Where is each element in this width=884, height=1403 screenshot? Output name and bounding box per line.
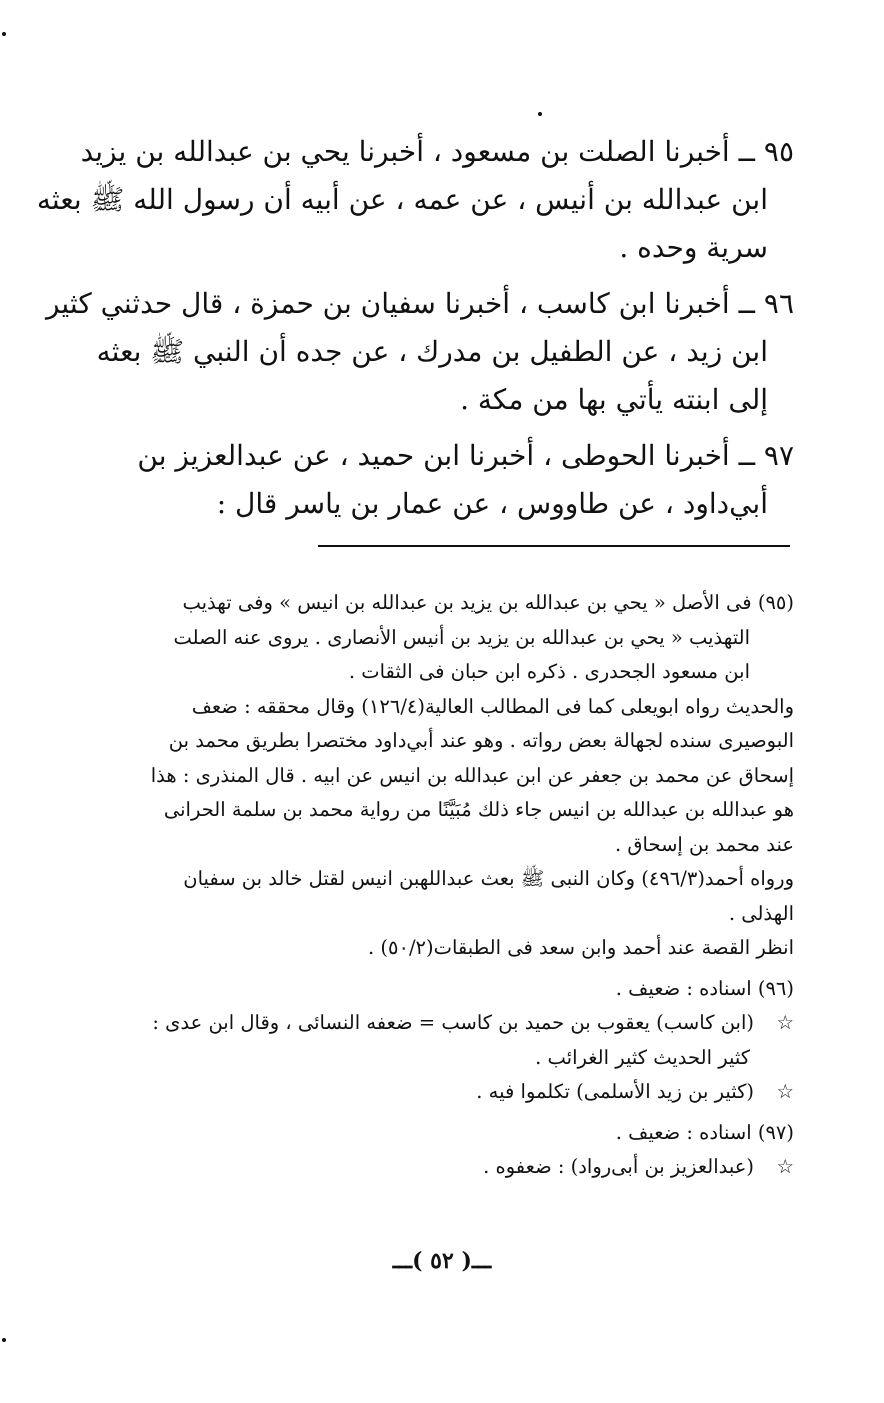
footnote-line: (٩٧) اسناده : ضعيف . — [615, 1120, 794, 1144]
hadith-line: ابن عبدالله بن أنيس ، عن عمه ، عن أبيه أن رسول الله ﷺ بعثه — [36, 183, 768, 216]
footnote-line: (عبدالعزيز بن أبى‌رواد) : ضعفوه . — [483, 1155, 754, 1178]
footnote-line: (كثير بن زيد الأسلمى) تكلموا فيه . — [476, 1080, 754, 1103]
footnote-line: (٩٦) اسناده : ضعيف . — [615, 976, 794, 1000]
footnote-line: (ابن كاسب) يعقوب بن حميد بن كاسب = ضعفه النسائى ، وقال ابن عدى : — [152, 1011, 754, 1034]
footnote-line: هو عبدالله بن عبدالله بن انيس جاء ذلك مُبَيَّنًا من رواية محمد بن سلمة الحرانى — [163, 798, 794, 821]
footnote-96 — [104, 972, 794, 1110]
scan-speck — [2, 32, 6, 36]
star-icon: ☆ — [776, 1011, 794, 1034]
hadith-line: ابن زيد ، عن الطفيل بن مدرك ، عن جده أن النبي ﷺ بعثه — [96, 335, 768, 368]
page-number: ـــ( ٥٢ )ـــ — [392, 1248, 492, 1274]
footnote-line: انظر القصة عند أحمد وابن سعد فى الطبقات(٥٠/٢) . — [367, 936, 794, 959]
footnotes — [104, 586, 794, 1185]
footnote-97 — [104, 1116, 794, 1185]
hadith-line: سرية وحده . — [619, 231, 768, 264]
footnote-line: (٩٥) فى الأصل « يحي بن عبدالله بن يزيد بن عبدالله بن انيس » وفى تهذيب — [182, 591, 794, 614]
footnote-line: عند محمد بن إسحاق . — [615, 832, 794, 856]
hadith-95 — [36, 128, 794, 272]
footnote-line: ابن مسعود الجحدرى . ذكره ابن حبان فى الثقات . — [348, 660, 750, 683]
hadith-line: ٩٦ ــ أخبرنا ابن كاسب ، أخبرنا سفيان بن حمزة ، قال حدثني كثير — [45, 287, 794, 320]
hadith-97 — [104, 432, 794, 528]
hadith-line: ٩٥ ــ أخبرنا الصلت بن مسعود ، أخبرنا يحي بن عبدالله بن يزيد — [80, 135, 794, 168]
hadith-text-block — [36, 128, 794, 536]
footnote-line: التهذيب « يحي بن عبدالله بن يزيد بن أنيس الأنصارى . يروى عنه الصلت — [173, 625, 750, 649]
footnote-line: كثير الحديث كثير الغرائب . — [535, 1045, 750, 1069]
hadith-line: ٩٧ ــ أخبرنا الحوطى ، أخبرنا ابن حميد ، عن عبدالعزيز بن — [137, 439, 794, 472]
star-icon: ☆ — [776, 1155, 794, 1178]
hadith-96 — [45, 280, 794, 424]
footnote-95 — [104, 586, 794, 966]
footnote-divider — [318, 545, 790, 547]
footnote-line: والحديث رواه ابويعلى كما فى المطالب العالية(١٢٦/٤) وقال محققه : ضعف — [191, 694, 794, 718]
footnote-line: ورواه أحمد(٤٩٦/٣) وكان النبى ﷺ بعث عبداللهبن انيس لقتل خالد بن سفيان — [183, 867, 794, 890]
footnote-line: الهذلى . — [728, 901, 794, 925]
star-icon: ☆ — [776, 1080, 794, 1103]
footnote-line: إسحاق عن محمد بن جعفر عن ابن عبدالله بن انيس عن ابيه . قال المنذرى : هذا — [150, 763, 794, 787]
scan-speck — [538, 112, 542, 116]
scan-speck — [2, 1338, 6, 1342]
hadith-line: إلى ابنته يأتي بها من مكة . — [460, 383, 768, 416]
footnote-line: البوصيرى سنده لجهالة بعض رواته . وهو عند أبي‌داود مختصرا بطريق محمد بن — [168, 729, 794, 752]
hadith-line: أبي‌داود ، عن طاووس ، عن عمار بن ياسر قال : — [216, 487, 768, 520]
